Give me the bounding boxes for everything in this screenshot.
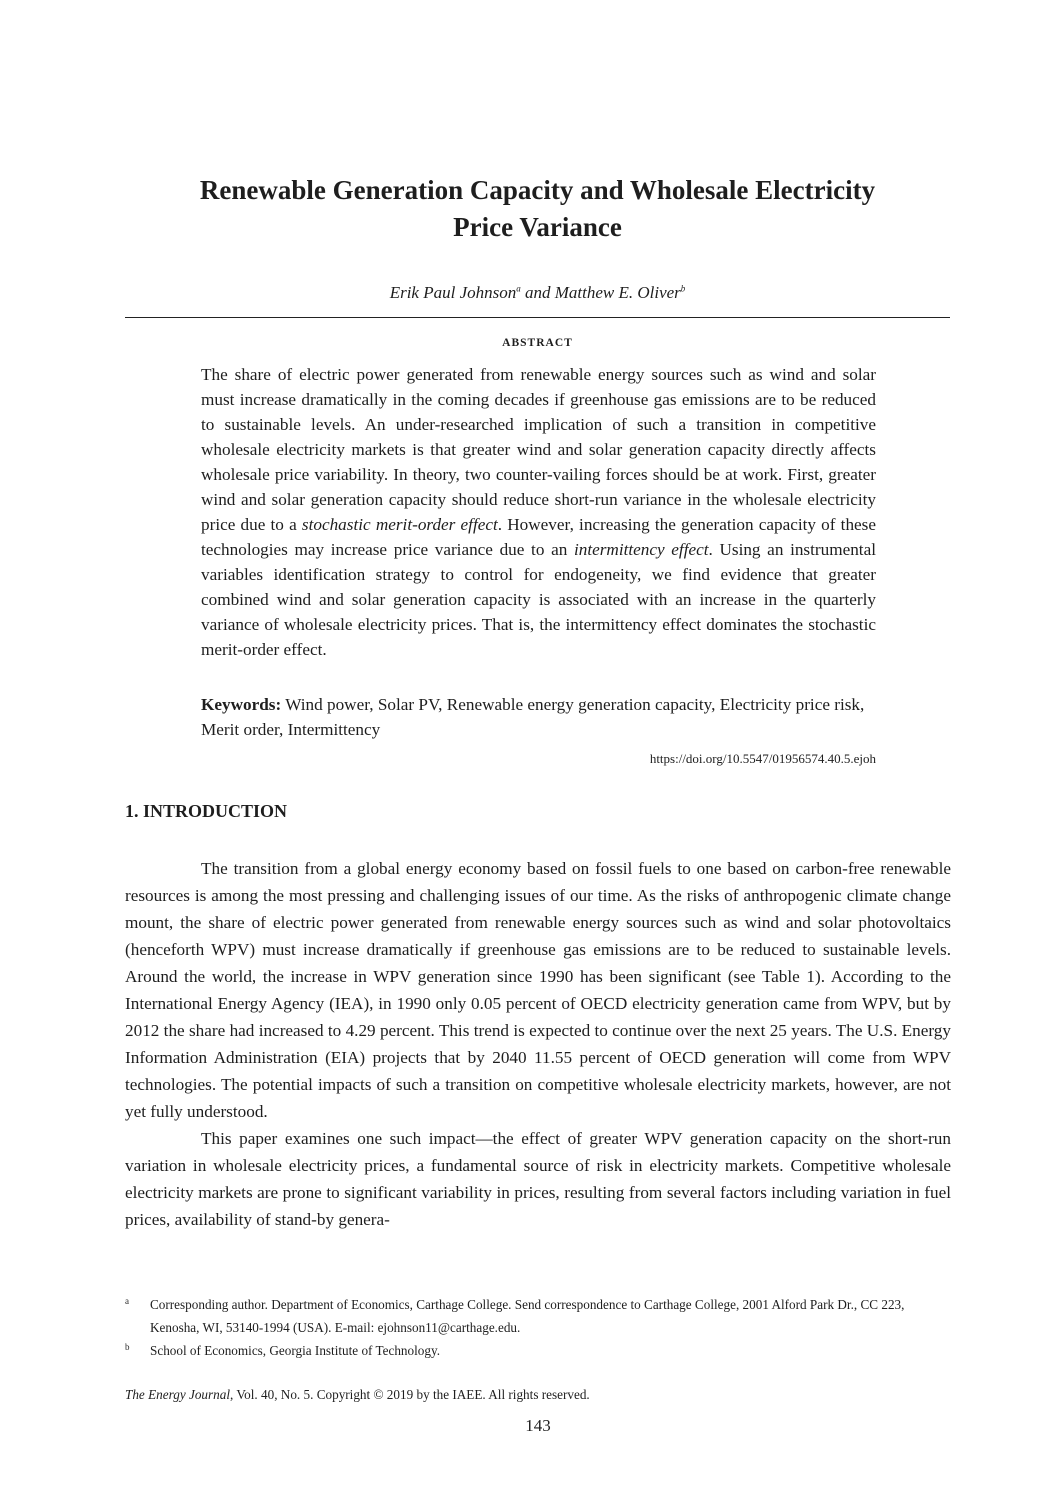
abstract-heading: ABSTRACT <box>502 337 573 349</box>
footnote-a <box>125 1293 951 1339</box>
title-line-2: Price Variance <box>453 212 622 242</box>
author-connector: and <box>520 283 555 302</box>
paper-title <box>125 172 950 246</box>
header-rule <box>125 317 950 318</box>
introduction-body <box>125 855 951 1233</box>
abstract-body <box>201 362 876 662</box>
intro-paragraph-1: The transition from a global energy economy based on fossil fuels to one based on carbon-free renewable resources is among the most pressing and challenging issues of our time. As the risks of anthropogenic climate change mount, the share of electric power generated from renewable energy sources such as wind and solar photovoltaics (henceforth WPV) must increase dramatically if greenhouse gas emissions are to be reduced to sustainable levels. Around the world, the increase in WPV generation since 1990 has been significant (see Table 1). According to the International Energy Agency (IEA), in 1990 only 0.05 percent of OECD electricity generation came from WPV, but by 2012 the share had increased to 4.29 percent. This trend is expected to continue over the next 25 years. The U.S. Energy Information Administration (EIA) projects that by 2040 11.55 percent of OECD generation will come from WPV technologies. The potential impacts of such a transition on competitive wholesale electricity markets, however, are not yet fully understood. <box>125 859 951 1121</box>
title-line-1: Renewable Generation Capacity and Wholesale Electricity <box>199 175 876 205</box>
author-1-mark: a <box>516 283 521 294</box>
footnote-b-text: School of Economics, Georgia Institute of Technology. <box>150 1343 441 1358</box>
footnote-b-mark: b <box>125 1342 130 1352</box>
footnote-b <box>125 1339 951 1362</box>
author-line <box>125 283 950 303</box>
abstract-text-3: . Using an instrumental variables identification strategy to control for endogeneity, we find evidence that greater combined wind and solar generation capacity is associated with an increase in the quarterly variance of wholesale electricity prices. That is, the intermittency effect dominates the stochastic merit-order effect. <box>201 540 876 659</box>
abstract-italic-2: intermittency effect <box>573 540 709 559</box>
author-2: Matthew E. Oliver <box>554 283 681 302</box>
keywords <box>201 692 876 742</box>
footnotes <box>125 1293 951 1362</box>
doi-link[interactable]: https://doi.org/10.5547/01956574.40.5.ejoh <box>649 751 876 766</box>
intro-paragraph-2: This paper examines one such impact—the effect of greater WPV generation capacity on the short-run variation in wholesale electricity prices, a fundamental source of risk in electricity markets. Competitive wholesale electricity markets are prone to significant variability in prices, resulting from several factors including variation in fuel prices, availability of stand-by genera- <box>125 1129 951 1229</box>
footnote-a-mark: a <box>125 1296 129 1306</box>
copyright-text: , Vol. 40, No. 5. Copyright © 2019 by the IAEE. All rights reserved. <box>230 1387 590 1402</box>
abstract-italic-1: stochastic merit-order effect <box>301 515 498 534</box>
footnote-a-text: Corresponding author. Department of Economics, Carthage College. Send correspondence to Carthage College, 2001 Alford Park Dr., CC 223, Kenosha, WI, 53140-1994 (USA). E-mail: ejohnson11@carthage.edu. <box>150 1297 905 1335</box>
abstract-text-1: The share of electric power generated from renewable energy sources such as wind and solar must increase dramatically in the coming decades if greenhouse gas emissions are to be reduced to sustainable levels. An under-researched implication of such a transition in competitive wholesale electricity markets is that greater wind and solar generation capacity directly affects wholesale price variability. In theory, two counter-vailing forces should be at work. First, greater wind and solar generation capacity should reduce short-run variance in the wholesale electricity price due to a <box>201 365 876 534</box>
page-number: 143 <box>525 1416 551 1435</box>
author-2-mark: b <box>680 283 686 294</box>
author-1: Erik Paul Johnson <box>389 283 517 302</box>
journal-footer <box>125 1387 590 1403</box>
journal-name: The Energy Journal <box>125 1387 230 1402</box>
abstract-text-2: . However, increasing the generation capacity of these technologies may increase price variance due to an <box>201 515 876 559</box>
keywords-label: Keywords: <box>201 695 282 714</box>
section-heading: 1. INTRODUCTION <box>125 801 288 821</box>
keywords-text: Wind power, Solar PV, Renewable energy generation capacity, Electricity price risk, Merit order, Intermittency <box>201 695 865 739</box>
